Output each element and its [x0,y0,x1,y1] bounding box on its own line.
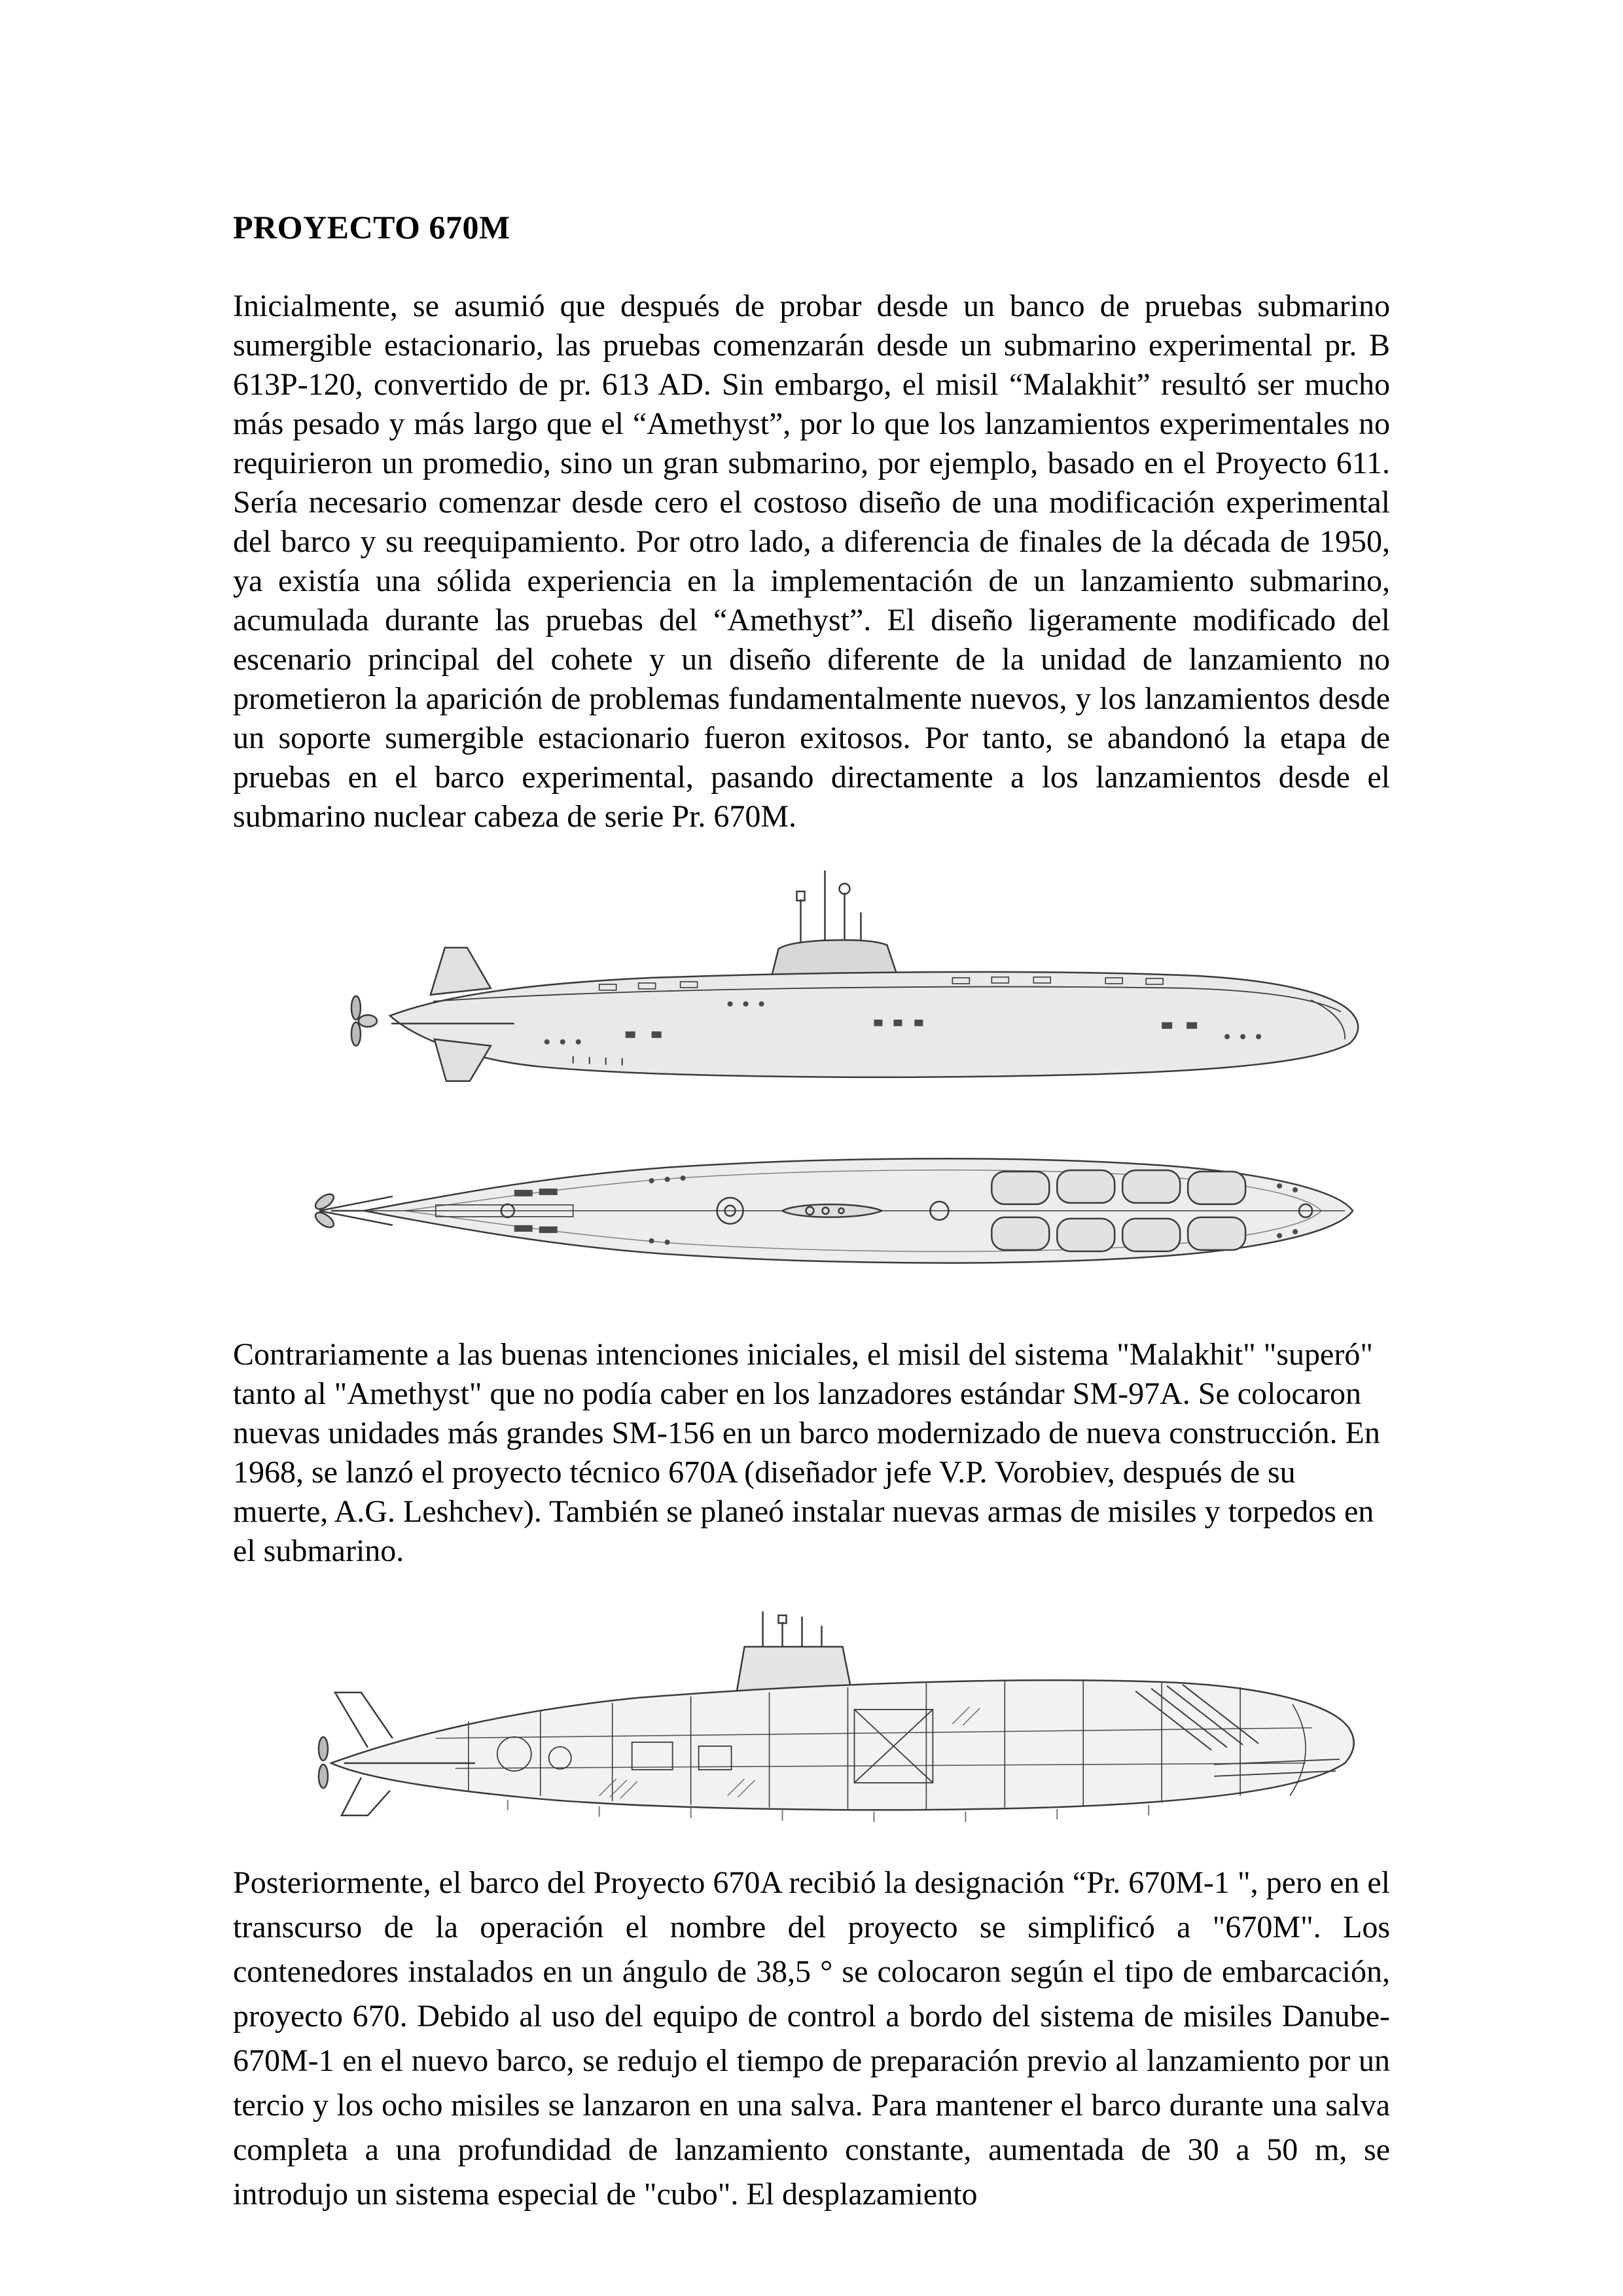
figure-submarine-exterior-views [233,865,1390,1309]
propeller [351,996,377,1046]
submarine-side-view-drawing [233,865,1390,1101]
plan-sail [783,1204,882,1217]
paragraph-designation: Posteriormente, el barco del Proyecto 670A recibió la designación “Pr. 670M-1 ", pero en el transcurso de la operación el nombre del proyecto se simplificó a "670M". Los contenedores instalados en un ángulo de 38,5 ° se colocaron según el tipo de embarcación, proyecto 670. Debido al uso del equipo de control a bordo del sistema de misiles Danube-670M-1 en el nuevo barco, se redujo el tiempo de preparación previo al lanzamiento por un tercio y los ocho misiles se lanzaron en una salva. Para mantener el barco durante una salva completa a una profundidad de lanzamiento constante, aumentada de 30 a 50 m, se introdujo un sistema especial de "cubo". El desplazamiento [233,1865,1390,2212]
figure-submarine-cutaway [233,1600,1390,1835]
page-title: PROYECTO 670M [233,209,510,245]
paragraph-intro: Inicialmente, se asumió que después de probar desde un banco de pruebas submarino sumergible estacionario, las pruebas comenzarán desde un submarino experimental pr. B 613P-120, convertido de pr. 613 AD. Sin embargo, el misil “Malakhit” resultó ser mucho más pesado y más largo que el “Amethyst”, por lo que los lanzamientos experimentales no requirieron un promedio, sino un gran submarino, por ejemplo, basado en el Proyecto 611. Sería necesario comenzar desde cero el costoso diseño de una modificación experimental del barco y su reequipamiento. Por otro lado, a diferencia de finales de la década de 1950, ya existía una sólida experiencia en la implementación de un lanzamiento submarino, acumulada durante las pruebas del “Amethyst”. El diseño ligeramente modificado del escenario principal del cohete y un diseño diferente de la unidad de lanzamiento no prometieron la aparición de problemas fundamentalmente nuevos, y los lanzamientos desde un soporte sumergible estacionario fueron exitosos. Por tanto, se abandonó la etapa de pruebas en el barco experimental, pasando directamente a los lanzamientos desde el submarino nuclear cabeza de serie Pr. 670M. [233,289,1390,834]
cutaway-propeller [319,1736,328,1787]
paragraph-malakhit: Contrariamente a las buenas intenciones iniciales, el misil del sistema "Malakhit" "superó" tanto al "Amethyst" que no podía caber en los lanzadores estándar SM-97A. Se colocaron nuevas unidades más grandes SM-156 en un barco modernizado de nueva construcción. En 1968, se lanzó el proyecto técnico 670A (diseñador jefe V.P. Vorobiev, después de su muerte, A.G. Leshchev). También se planeó instalar nuevas armas de misiles y torpedos en el submarino. [233,1336,1380,1568]
cutaway-masts [763,1611,822,1648]
cutaway-hull [331,1680,1354,1810]
submarine-plan-view-drawing [233,1113,1390,1309]
periscope-masts [797,870,861,946]
submarine-cutaway-drawing [233,1600,1390,1835]
